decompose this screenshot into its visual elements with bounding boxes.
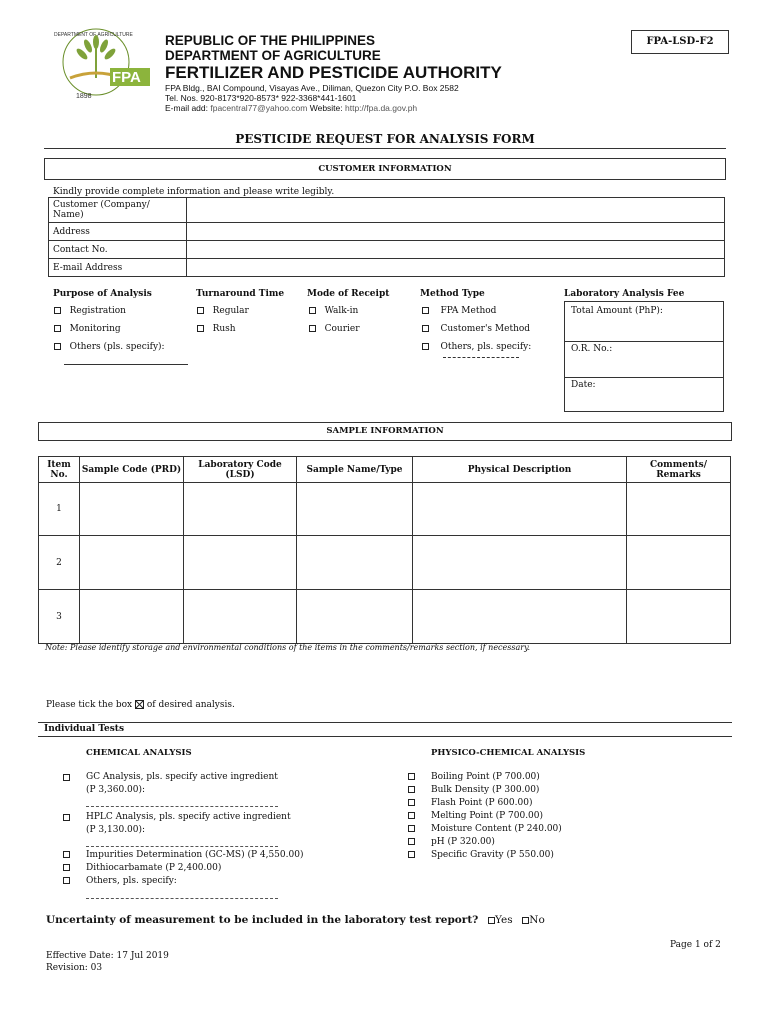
checkbox[interactable] <box>422 343 429 350</box>
receipt-walkin[interactable]: Walk-in <box>309 306 358 316</box>
impurities-option[interactable]: Impurities Determination (GC-MS) (P 4,550.00) <box>63 850 303 860</box>
purpose-title: Purpose of Analysis <box>53 289 152 299</box>
email-address-label: E-mail Address <box>49 259 187 277</box>
method-others[interactable]: Others, pls. specify: <box>422 342 531 352</box>
table-row <box>39 483 731 536</box>
checkbox[interactable] <box>63 814 70 821</box>
turnaround-regular[interactable]: Regular <box>197 306 249 316</box>
logo-year: 1898 <box>76 93 92 100</box>
sample-header-name: Sample Name/Type <box>297 457 413 483</box>
contact-field[interactable] <box>187 241 725 259</box>
table-cell[interactable] <box>184 483 297 536</box>
page-number: Page 1 of 2 <box>670 940 721 950</box>
form-title: PESTICIDE REQUEST FOR ANALYSIS FORM <box>235 132 535 146</box>
item-number: 2 <box>39 536 80 590</box>
turnaround-rush[interactable]: Rush <box>197 324 236 334</box>
dithiocarbamate-option[interactable]: Dithiocarbamate (P 2,400.00) <box>63 863 221 873</box>
customer-name-field[interactable] <box>187 198 725 223</box>
department-title: DEPARTMENT OF AGRICULTURE <box>165 48 381 63</box>
checkbox[interactable] <box>488 917 495 924</box>
checkbox[interactable] <box>54 325 61 332</box>
form-code-box: FPA-LSD-F2 <box>631 30 729 54</box>
customer-label: Customer (Company/ Name) <box>49 198 187 223</box>
effective-date: Effective Date: 17 Jul 2019 <box>46 951 169 961</box>
sample-table <box>38 456 731 644</box>
checkbox[interactable] <box>197 307 204 314</box>
email-address-field[interactable] <box>187 259 725 277</box>
or-number-field[interactable]: O.R. No.: <box>565 342 723 378</box>
email-line <box>165 103 417 113</box>
address-label: Address <box>49 223 187 241</box>
purpose-registration[interactable]: Registration <box>54 306 126 316</box>
date-field[interactable]: Date: <box>571 380 596 390</box>
email-label: E-mail add: <box>165 103 211 113</box>
checkbox[interactable] <box>63 877 70 884</box>
sample-note: Note: Please identify storage and environmental conditions of the items in the comments/remarks section, if necessary. <box>45 643 531 652</box>
table-cell[interactable] <box>184 536 297 590</box>
checkbox[interactable] <box>408 825 415 832</box>
customer-instruction: Kindly provide complete information and please write legibly. <box>53 187 335 197</box>
checkbox[interactable] <box>309 325 316 332</box>
total-amount-field[interactable]: Total Amount (PhP): <box>565 302 723 342</box>
authority-title: FERTILIZER AND PESTICIDE AUTHORITY <box>165 63 502 82</box>
checkbox[interactable] <box>408 799 415 806</box>
example-ticked-box <box>135 700 144 709</box>
address-line: FPA Bldg., BAI Compound, Visayas Ave., Diliman, Quezon City P.O. Box 2582 <box>165 83 459 93</box>
method-title: Method Type <box>420 289 485 299</box>
logo-text: FPA <box>112 69 141 86</box>
revision: Revision: 03 <box>46 963 103 973</box>
chemical-title: CHEMICAL ANALYSIS <box>86 748 192 758</box>
chemical-others-option[interactable]: Others, pls. specify: <box>63 876 177 886</box>
method-customer[interactable]: Customer's Method <box>422 324 530 334</box>
sample-header-item: Item No. <box>39 457 80 483</box>
physico-bulk-density[interactable]: Bulk Density (P 300.00) <box>408 784 562 797</box>
checkbox[interactable] <box>54 343 61 350</box>
gc-specify-line[interactable] <box>86 806 278 807</box>
individual-tests-label: Individual Tests <box>44 724 125 734</box>
checkbox[interactable] <box>408 786 415 793</box>
title-rule <box>44 148 726 149</box>
republic-title: REPUBLIC OF THE PHILIPPINES <box>165 33 376 48</box>
tel-line: Tel. Nos. 920-8173*920-8573* 922-3368*441-1601 <box>165 93 357 103</box>
table-cell[interactable] <box>627 483 731 536</box>
purpose-others[interactable]: Others (pls. specify): <box>54 342 165 352</box>
uncertainty-yes[interactable]: Yes <box>482 914 513 926</box>
physico-list <box>408 771 562 862</box>
sample-section-header: SAMPLE INFORMATION <box>38 422 732 441</box>
method-others-line[interactable] <box>443 357 519 358</box>
uncertainty-no[interactable]: No <box>516 914 545 926</box>
website-value[interactable]: http://fpa.da.gov.ph <box>345 103 418 113</box>
physico-melting-point[interactable]: Melting Point (P 700.00) <box>408 810 562 823</box>
purpose-others-line[interactable] <box>64 364 188 365</box>
turnaround-title: Turnaround Time <box>196 289 285 299</box>
receipt-courier[interactable]: Courier <box>309 324 360 334</box>
contact-label: Contact No. <box>49 241 187 259</box>
checkbox[interactable] <box>63 774 70 781</box>
purpose-monitoring[interactable]: Monitoring <box>54 324 121 334</box>
address-field[interactable] <box>187 223 725 241</box>
individual-tests-bar <box>38 722 732 737</box>
receipt-title: Mode of Receipt <box>307 289 390 299</box>
logo-ring-text: DEPARTMENT OF AGRICULTURE <box>54 32 133 38</box>
tick-instruction: Please tick the box of desired analysis. <box>46 700 235 710</box>
checkbox[interactable] <box>197 325 204 332</box>
checkbox[interactable] <box>408 773 415 780</box>
table-cell[interactable] <box>413 590 627 644</box>
table-cell[interactable] <box>80 483 184 536</box>
fpa-logo <box>50 28 155 103</box>
physico-flash-point[interactable]: Flash Point (P 600.00) <box>408 797 562 810</box>
physico-title: PHYSICO-CHEMICAL ANALYSIS <box>431 748 586 758</box>
gc-analysis-option[interactable]: GC Analysis, pls. specify active ingredient (P 3,360.00): <box>63 771 278 797</box>
item-number: 1 <box>39 483 80 536</box>
physico-ph[interactable]: pH (P 320.00) <box>408 836 562 849</box>
fee-title: Laboratory Analysis Fee <box>564 289 685 299</box>
checkbox[interactable] <box>422 307 429 314</box>
table-cell[interactable] <box>80 536 184 590</box>
sample-header-lab: Laboratory Code (LSD) <box>184 457 297 483</box>
table-cell[interactable] <box>413 536 627 590</box>
checkbox[interactable] <box>408 838 415 845</box>
sample-header-code: Sample Code (PRD) <box>80 457 184 483</box>
table-cell[interactable] <box>297 536 413 590</box>
checkbox[interactable] <box>63 851 70 858</box>
checkbox[interactable] <box>54 307 61 314</box>
sample-header-desc: Physical Description <box>413 457 627 483</box>
hplc-analysis-option[interactable]: HPLC Analysis, pls. specify active ingredient (P 3,130.00): <box>63 811 291 837</box>
table-cell[interactable] <box>184 590 297 644</box>
website-label: Website: <box>307 103 345 113</box>
checkbox[interactable] <box>408 812 415 819</box>
table-row <box>39 590 731 644</box>
checkbox[interactable] <box>63 864 70 871</box>
table-cell[interactable] <box>297 590 413 644</box>
table-cell[interactable] <box>80 590 184 644</box>
physico-moisture-content[interactable]: Moisture Content (P 240.00) <box>408 823 562 836</box>
customer-section-header: CUSTOMER INFORMATION <box>44 158 726 180</box>
table-cell[interactable] <box>627 590 731 644</box>
checkbox[interactable] <box>408 851 415 858</box>
checkbox[interactable] <box>422 325 429 332</box>
table-row <box>39 536 731 590</box>
physico-specific-gravity[interactable]: Specific Gravity (P 550.00) <box>408 849 562 862</box>
hplc-specify-line[interactable] <box>86 846 278 847</box>
table-cell[interactable] <box>627 536 731 590</box>
email-value[interactable]: fpacentral77@yahoo.com <box>210 103 308 113</box>
fee-box <box>564 301 724 412</box>
item-number: 3 <box>39 590 80 644</box>
uncertainty-question: Uncertainty of measurement to be included in the laboratory test report? Yes No <box>46 914 545 926</box>
customer-table <box>48 197 725 277</box>
table-cell[interactable] <box>297 483 413 536</box>
chemical-others-line[interactable] <box>86 898 278 899</box>
sample-header-remarks: Comments/ Remarks <box>627 457 731 483</box>
method-fpa[interactable]: FPA Method <box>422 306 496 316</box>
physico-boiling-point[interactable]: Boiling Point (P 700.00) <box>408 771 562 784</box>
table-cell[interactable] <box>413 483 627 536</box>
checkbox[interactable] <box>309 307 316 314</box>
